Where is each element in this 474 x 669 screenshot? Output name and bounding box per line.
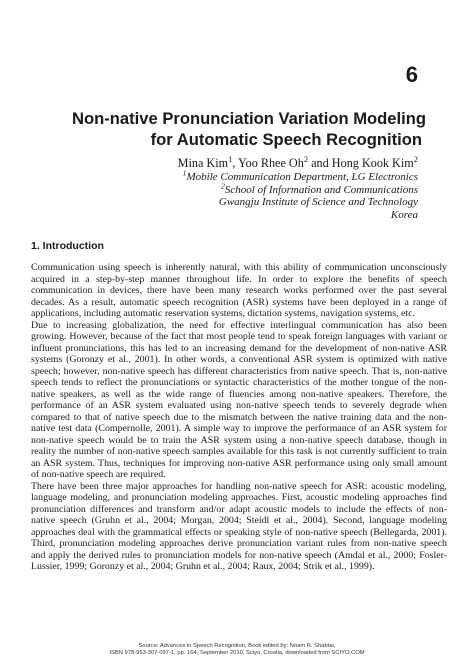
affiliation-1	[178, 168, 418, 184]
author-3-affiliation-mark: 2	[413, 153, 418, 164]
affiliation-2-line-3: Korea	[390, 208, 418, 221]
section-heading: 1. Introduction	[31, 240, 104, 252]
author-2: Yoo Rhee Oh	[238, 156, 304, 170]
chapter-title-line-2: for Automatic Speech Recognition	[150, 130, 422, 149]
author-block	[177, 153, 418, 221]
author-separator: ,	[232, 156, 239, 170]
affiliation-2-line-2: Gwangju Institute of Science and Technology	[218, 196, 418, 208]
paragraph: Due to increasing globalization, the need for effective interlingual communication has also been growing. However, because of the fact that most people tend to speak foreign languages with variant or influent pronunciations, this has led to an increasing demand for the development of non-native ASR systems (Goronzy et al., 2001). In other words, a conventional ASR system is optimized with native speech; however, non-native speech has different characteristics from native speech. That is, non-native speech tends to reflect the pronunciations or syntactic characteristics of the mother tongue of the non-native speakers, as well as the wide range of fluencies among non-native speakers. Therefore, the performance of an ASR system evaluated using non-native speech tends to severely degrade when compared to that of native speech due to the mismatch between the native training data and the non-native test data (Compernolle, 2001). A simple way to improve the performance of an ASR system for non-native speech would be to train the ASR system using a non-native speech database, though in reality the number of non-native speech samples available for this task is not currently sufficient to train an ASR system. Thus, techniques for improving non-native ASR performance using only small amount of non-native speech are required.	[31, 319, 447, 480]
affiliation-2	[178, 180, 418, 197]
source-footer-line-1: Source: Advances in Speech Recognition, Book edited by: Noam R. Shabtai,	[138, 643, 336, 649]
chapter-title-line-1: Non-native Pronunciation Variation Modeling	[72, 109, 427, 128]
author-3: Hong Kook Kim	[331, 156, 414, 170]
author-separator: and	[308, 156, 332, 170]
source-footer	[0, 643, 474, 657]
paragraph: Communication using speech is inherently natural, with this ability of communication unconsciously acquired in a step-by-step manner throughout life. In order to explore the benefits of speech communication in devices, there have been many research works performed over the past several decades. As a result, automatic speech recognition (ASR) systems have been deployed in a range of applications, including automatic reservation systems, dictation systems, navigation systems, etc.	[31, 262, 447, 319]
author-1-affiliation-mark: 1	[228, 153, 233, 164]
affiliation-1-text: Mobile Communication Department, LG Electronics	[186, 171, 418, 183]
body-text	[31, 262, 447, 573]
paragraph: There have been three major approaches for handling non-native speech for ASR: acoustic modeling, language modeling, and pronunciation modeling approaches. First, acoustic modeling approaches find pronunciation differences and transform and/or adapt acoustic models to include the effects of non-native speech (Gruhn et al., 2004; Morgan, 2004; Steidl et al., 2004). Second, language modeling approaches deal with the grammatical effects or speaking style of non-native speech (Bellegarda, 2001). Third, pronunciation modeling approaches derive pronunciation variant rules from non-native speech and apply the derived rules to pronunciation models for non-native speech (Amdal et al., 2000; Fosler-Lussier, 1999; Goronzy et al., 2004; Gruhn et al., 2004; Raux, 2004; Strik et al., 1999).	[31, 480, 447, 572]
author-2-affiliation-mark: 2	[303, 153, 309, 164]
affiliation-2-mark: 2	[221, 180, 225, 190]
author-names	[177, 153, 418, 171]
affiliation-2-text: School of Information and Communications	[224, 183, 418, 196]
chapter-title	[72, 108, 427, 150]
source-footer-line-2: ISBN 978-953-307-097-1, pp. 164, September 2010, Sciyo, Croatia, downloaded from SCIYO.COM	[109, 650, 365, 656]
affiliation-1-mark: 1	[182, 168, 187, 178]
author-1: Mina Kim	[177, 156, 229, 170]
chapter-number: 6	[405, 62, 418, 87]
